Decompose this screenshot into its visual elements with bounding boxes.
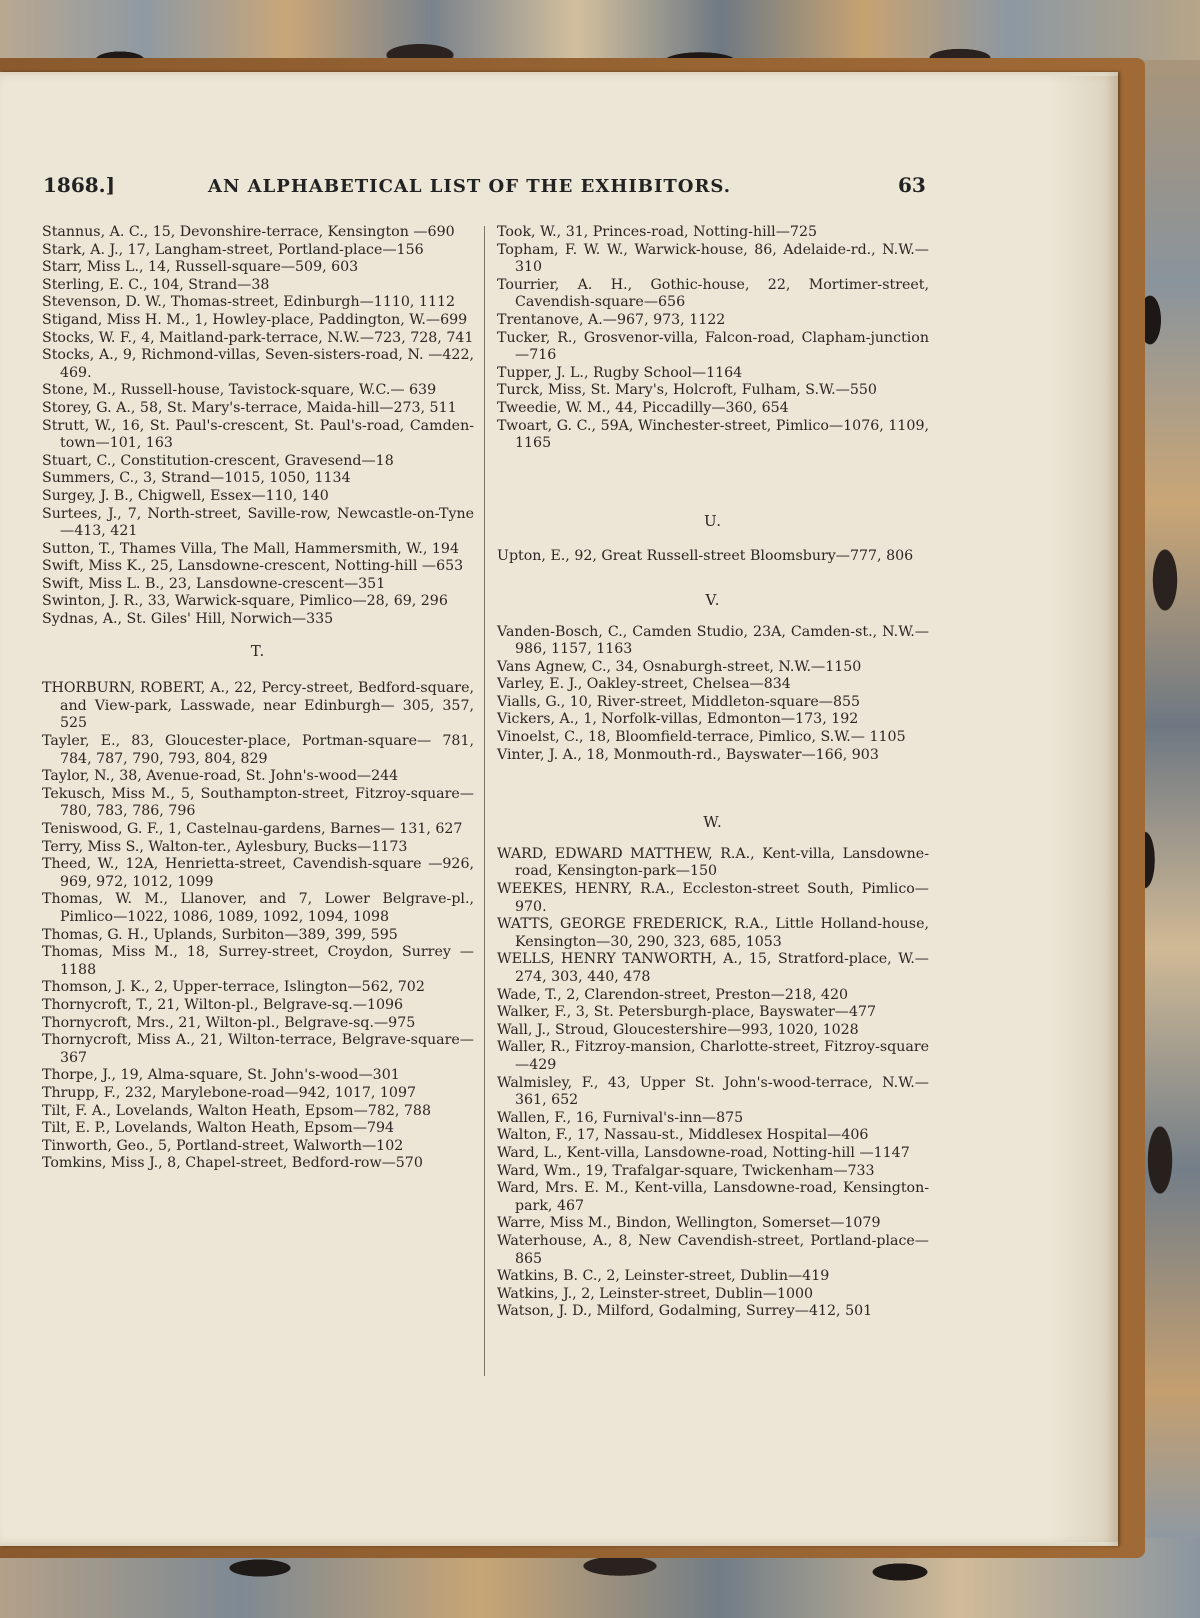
exhibitor-entry: Vans Agnew, C., 34, Osnaburgh-street, N.W.—1150: [497, 658, 862, 675]
exhibitor-entry: WEEKES, HENRY, R.A., Eccleston-street South, Pimlico—970.: [497, 881, 929, 915]
entries-v-list: [497, 624, 929, 765]
exhibitor-entry: Tupper, J. L., Rugby School—1164: [497, 364, 743, 381]
exhibitor-entry: Sydnas, A., St. Giles' Hill, Norwich—335: [42, 611, 334, 628]
entries-u-list: [497, 548, 929, 566]
exhibitor-entry: Thomas, W. M., Llanover, and 7, Lower Belgrave-pl., Pimlico—1022, 1086, 1089, 1092, 1094, 1098: [42, 891, 474, 925]
exhibitor-entry: Watkins, B. C., 2, Leinster-street, Dublin—419: [497, 1268, 830, 1285]
exhibitor-entry: Thornycroft, T., 21, Wilton-pl., Belgrave-sq.—1096: [42, 996, 404, 1013]
section-heading-w: W.: [703, 813, 723, 832]
exhibitor-entry: Stocks, W. F., 4, Maitland-park-terrace, N.W.—723, 728, 741: [42, 329, 474, 346]
exhibitor-entry: Thornycroft, Mrs., 21, Wilton-pl., Belgrave-sq.—975: [42, 1014, 416, 1031]
exhibitor-entry: Storey, G. A., 58, St. Mary's-terrace, Maida-hill—273, 511: [42, 399, 457, 416]
exhibitor-entry: Upton, E., 92, Great Russell-street Bloomsbury—777, 806: [497, 548, 914, 565]
exhibitor-entry: Stuart, C., Constitution-crescent, Gravesend—18: [42, 452, 394, 469]
exhibitor-entry: Walton, F., 17, Nassau-st., Middlesex Hospital—406: [497, 1127, 869, 1144]
entries-t-continued-list: [497, 224, 929, 453]
column-divider: [484, 226, 485, 1376]
exhibitor-entry: Swift, Miss K., 25, Lansdowne-crescent, Notting-hill —653: [42, 558, 464, 575]
exhibitor-entry: Watkins, J., 2, Leinster-street, Dublin—1000: [497, 1285, 814, 1302]
entries-t-list: [42, 680, 474, 1173]
exhibitor-entry: Turck, Miss, St. Mary's, Holcroft, Fulham, S.W.—550: [497, 382, 877, 399]
exhibitor-entry: Twoart, G. C., 59A, Winchester-street, Pimlico—1076, 1109, 1165: [497, 417, 929, 452]
exhibitor-entry: Tekusch, Miss M., 5, Southampton-street, Fitzroy-square—780, 783, 786, 796: [42, 785, 474, 820]
exhibitor-entry: Thomson, J. K., 2, Upper-terrace, Islington—562, 702: [42, 979, 425, 996]
exhibitor-entry: Tourrier, A. H., Gothic-house, 22, Mortimer-street, Cavendish-square—656: [497, 276, 929, 311]
section-heading-u: U.: [703, 511, 723, 530]
exhibitor-entry: Trentanove, A.—967, 973, 1122: [497, 311, 726, 328]
exhibitor-entry: Theed, W., 12A, Henrietta-street, Cavendish-square —926, 969, 972, 1012, 1099: [42, 856, 474, 890]
exhibitor-entry: Terry, Miss S., Walton-ter., Aylesbury, Bucks—1173: [42, 838, 408, 855]
exhibitor-entry: Tweedie, W. M., 44, Piccadilly—360, 654: [497, 399, 789, 416]
exhibitor-entry: Stark, A. J., 17, Langham-street, Portland-place—156: [42, 241, 424, 258]
entries-w-list: [497, 846, 929, 1321]
exhibitor-entry: Ward, Wm., 19, Trafalgar-square, Twickenham—733: [497, 1162, 875, 1179]
section-heading-v: V.: [705, 590, 721, 609]
exhibitor-entry: Thomas, Miss M., 18, Surrey-street, Croydon, Surrey —1188: [42, 944, 474, 978]
exhibitor-entry: Tinworth, Geo., 5, Portland-street, Walworth—102: [42, 1137, 404, 1154]
exhibitor-entry: Tayler, E., 83, Gloucester-place, Portman-square— 781, 784, 787, 790, 793, 804, 829: [42, 733, 474, 767]
exhibitor-entry: Swift, Miss L. B., 23, Lansdowne-crescent—351: [42, 575, 386, 592]
exhibitor-entry: WATTS, GEORGE FREDERICK, R.A., Little Holland-house, Kensington—30, 290, 323, 685, 1053: [497, 916, 929, 950]
exhibitor-entry: Watson, J. D., Milford, Godalming, Surrey—412, 501: [497, 1303, 873, 1320]
exhibitor-entry: Teniswood, G. F., 1, Castelnau-gardens, Barnes— 131, 627: [42, 821, 463, 837]
exhibitor-entry: Stevenson, D. W., Thomas-street, Edinburgh—1110, 1112: [42, 294, 456, 311]
left-column: [42, 224, 474, 1173]
exhibitor-entry: Thorpe, J., 19, Alma-square, St. John's-wood—301: [42, 1067, 400, 1084]
exhibitor-entry: Starr, Miss L., 14, Russell-square—509, 603: [42, 259, 359, 276]
exhibitor-entry: Took, W., 31, Princes-road, Notting-hill—725: [497, 224, 817, 240]
section-heading-t: T.: [250, 641, 266, 660]
entries-s-list: [42, 224, 474, 629]
running-header: [0, 108, 1118, 197]
exhibitor-entry: Tomkins, Miss J., 8, Chapel-street, Bedford-row—570: [42, 1155, 423, 1172]
exhibitor-entry: WARD, EDWARD MATTHEW, R.A., Kent-villa, Lansdowne-road, Kensington-park—150: [497, 845, 929, 880]
exhibitor-entry: Ward, L., Kent-villa, Lansdowne-road, Notting-hill —1147: [497, 1144, 910, 1161]
exhibitor-entry: Surtees, J., 7, North-street, Saville-row, Newcastle-on-Tyne—413, 421: [42, 505, 474, 540]
exhibitor-entry: WELLS, HENRY TANWORTH, A., 15, Stratford-place, W.—274, 303, 440, 478: [497, 951, 929, 985]
exhibitor-entry: Thomas, G. H., Uplands, Surbiton—389, 399, 595: [42, 926, 398, 943]
header-year: 1868.]: [43, 173, 116, 197]
exhibitor-entry: Surgey, J. B., Chigwell, Essex—110, 140: [42, 487, 329, 504]
exhibitor-entry: Waller, R., Fitzroy-mansion, Charlotte-street, Fitzroy-square—429: [497, 1039, 929, 1073]
exhibitor-entry: Varley, E. J., Oakley-street, Chelsea—834: [497, 676, 791, 693]
exhibitor-entry: Stocks, A., 9, Richmond-villas, Seven-sisters-road, N. —422, 469.: [42, 347, 474, 381]
exhibitor-entry: Ward, Mrs. E. M., Kent-villa, Lansdowne-road, Kensington-park, 467: [497, 1180, 929, 1214]
exhibitor-entry: Topham, F. W. W., Warwick-house, 86, Adelaide-rd., N.W.—310: [497, 241, 929, 276]
exhibitor-entry: Vinoelst, C., 18, Bloomfield-terrace, Pimlico, S.W.— 1105: [497, 729, 906, 746]
exhibitor-entry: Vickers, A., 1, Norfolk-villas, Edmonton—173, 192: [497, 711, 859, 728]
exhibitor-entry: Swinton, J. R., 33, Warwick-square, Pimlico—28, 69, 296: [42, 593, 448, 610]
exhibitor-entry: Stone, M., Russell-house, Tavistock-square, W.C.— 639: [42, 382, 437, 399]
exhibitor-entry: Walmisley, F., 43, Upper St. John's-wood-terrace, N.W.—361, 652: [497, 1074, 929, 1109]
exhibitor-entry: Warre, Miss M., Bindon, Wellington, Somerset—1079: [497, 1215, 881, 1232]
exhibitor-entry: Tilt, E. P., Lovelands, Walton Heath, Epsom—794: [42, 1120, 395, 1137]
exhibitor-entry: Stannus, A. C., 15, Devonshire-terrace, Kensington —690: [42, 224, 455, 240]
right-column: [497, 224, 929, 1321]
exhibitor-entry: Stigand, Miss H. M., 1, Howley-place, Paddington, W.—699: [42, 311, 468, 328]
exhibitor-entry: Vinter, J. A., 18, Monmouth-rd., Bayswater—166, 903: [497, 746, 879, 763]
exhibitor-entry: Strutt, W., 16, St. Paul's-crescent, St. Paul's-road, Camden-town—101, 163: [42, 417, 474, 452]
exhibitor-entry: THORBURN, ROBERT, A., 22, Percy-street, Bedford-square, and View-park, Lasswade, near Edinburgh— 305, 357, 525: [42, 680, 474, 732]
exhibitor-entry: Thornycroft, Miss A., 21, Wilton-terrace, Belgrave-square—367: [42, 1032, 474, 1066]
header-title: AN ALPHABETICAL LIST OF THE EXHIBITORS.: [208, 176, 732, 197]
exhibitor-entry: Summers, C., 3, Strand—1015, 1050, 1134: [42, 470, 351, 487]
page-number: 63: [898, 173, 926, 197]
exhibitor-entry: Taylor, N., 38, Avenue-road, St. John's-wood—244: [42, 768, 399, 785]
exhibitor-entry: Wade, T., 2, Clarendon-street, Preston—218, 420: [497, 986, 849, 1003]
exhibitor-entry: Thrupp, F., 232, Marylebone-road—942, 1017, 1097: [42, 1084, 417, 1101]
exhibitor-entry: Wallen, F., 16, Furnival's-inn—875: [497, 1109, 744, 1126]
exhibitor-entry: Vanden-Bosch, C., Camden Studio, 23A, Camden-st., N.W.—986, 1157, 1163: [497, 623, 929, 658]
exhibitor-entry: Tilt, F. A., Lovelands, Walton Heath, Epsom—782, 788: [42, 1102, 431, 1119]
exhibitor-entry: Walker, F., 3, St. Petersburgh-place, Bayswater—477: [497, 1004, 877, 1021]
exhibitor-entry: Tucker, R., Grosvenor-villa, Falcon-road, Clapham-junction—716: [497, 329, 929, 364]
exhibitor-entry: Sterling, E. C., 104, Strand—38: [42, 276, 270, 293]
exhibitor-entry: Sutton, T., Thames Villa, The Mall, Hammersmith, W., 194: [42, 540, 459, 557]
exhibitor-entry: Vialls, G., 10, River-street, Middleton-square—855: [497, 693, 861, 710]
exhibitor-entry: Waterhouse, A., 8, New Cavendish-street, Portland-place—865: [497, 1232, 929, 1267]
exhibitor-entry: Wall, J., Stroud, Gloucestershire—993, 1020, 1028: [497, 1021, 859, 1038]
